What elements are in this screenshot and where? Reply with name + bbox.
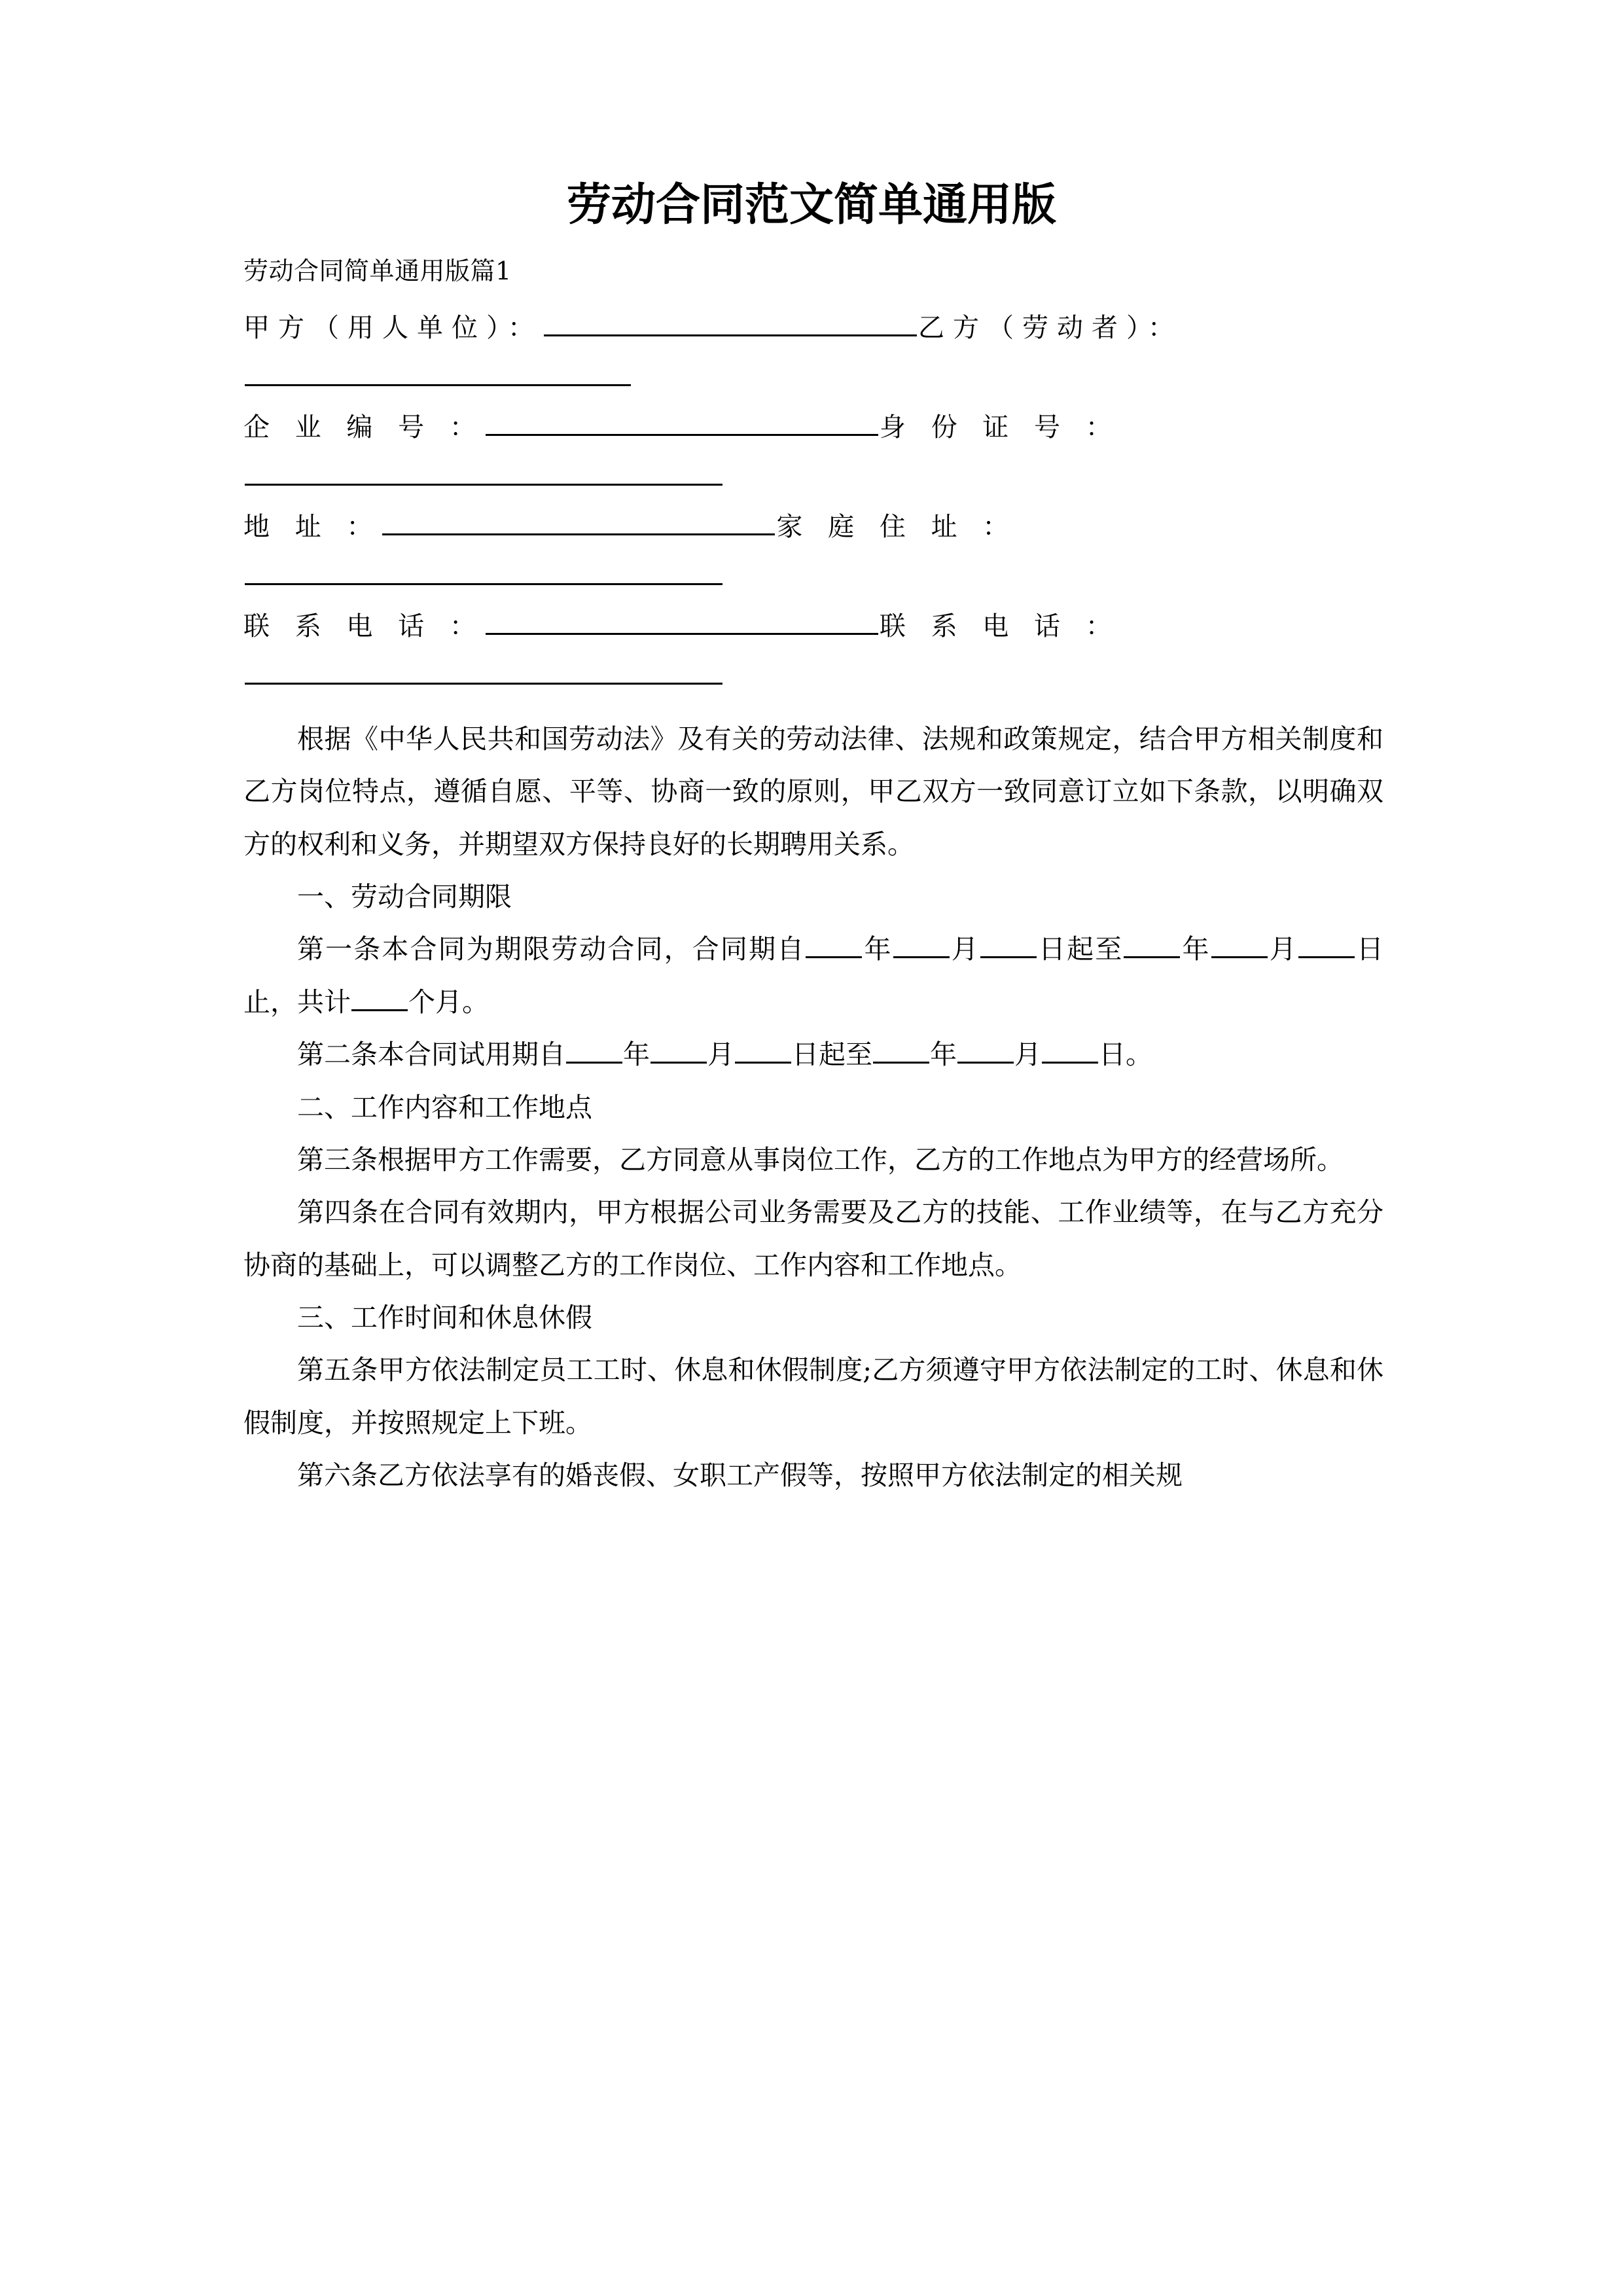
label-employee-phone: 联 系 电 话 ：: [879, 611, 1120, 641]
blank-start-year[interactable]: [806, 930, 862, 958]
document-subtitle: 劳动合同简单通用版篇1: [243, 257, 512, 285]
label-home-address: 家 庭 住 址 ：: [776, 512, 1018, 542]
heading-section-2: 二、工作内容和工作地点: [297, 1091, 592, 1123]
blank-end-month[interactable]: [1211, 930, 1268, 958]
form-row-enterprise-number: [243, 403, 1383, 502]
clause-1-text-e: 年: [1181, 933, 1211, 965]
paragraph-clause-5: 第五条甲方依法制定员工工时、休息和休假制度;乙方须遵守甲方依法制定的工时、休息和休假制度，并按照规定上下班。: [243, 1354, 1383, 1439]
blank-party-b-name[interactable]: [245, 355, 631, 386]
clause-2-text-d: 日起至: [792, 1039, 872, 1071]
heading-section-1: 一、劳动合同期限: [297, 881, 512, 913]
party-info-form: [243, 303, 1383, 701]
label-party-b: 乙方（劳动者）：: [918, 313, 1183, 343]
blank-end-day[interactable]: [1298, 930, 1355, 958]
paragraph-clause-4: 第四条在合同有效期内，甲方根据公司业务需要及乙方的技能、工作业绩等，在与乙方充分协商的基础上，可以调整乙方的工作岗位、工作内容和工作地点。: [243, 1196, 1383, 1281]
paragraph-clause-3: 第三条根据甲方工作需要，乙方同意从事岗位工作，乙方的工作地点为甲方的经营场所。: [297, 1143, 1344, 1175]
document-title: 劳动合同范文简单通用版: [566, 179, 1056, 231]
blank-party-a-name[interactable]: [544, 306, 917, 336]
clause-2-text-f: 月: [1014, 1039, 1041, 1071]
paragraph-clause-1: [243, 923, 1383, 1028]
blank-company-phone[interactable]: [486, 604, 878, 635]
clause-1-text-c: 月: [950, 933, 980, 965]
blank-home-address[interactable]: [245, 554, 722, 585]
form-row-phone: [243, 601, 1383, 701]
label-company-address: 地 址 ：: [243, 512, 382, 542]
paragraph-intro: 根据《中华人民共和国劳动法》及有关的劳动法律、法规和政策规定，结合甲方相关制度和乙方岗位特点，遵循自愿、平等、协商一致的原则，甲乙双方一致同意订立如下条款，以明确双方的权利和义务，并期望双方保持良好的长期聘用关系。: [243, 723, 1383, 860]
clause-1-text-b: 年: [863, 933, 893, 965]
clause-2-text-a: 第二条本合同试用期自: [297, 1039, 565, 1071]
document-body: [243, 259, 1383, 1501]
blank-probation-start-year[interactable]: [566, 1035, 622, 1064]
blank-enterprise-number[interactable]: [486, 405, 878, 436]
label-company-phone: 联 系 电 话 ：: [243, 611, 484, 641]
label-party-a: 甲方（用人单位）：: [243, 313, 543, 343]
blank-probation-start-month[interactable]: [651, 1035, 707, 1064]
label-id-number: 身 份 证 号 ：: [879, 412, 1120, 442]
blank-id-number[interactable]: [245, 455, 722, 486]
blank-employee-phone[interactable]: [245, 654, 722, 685]
clause-1-text-f: 月: [1268, 933, 1298, 965]
blank-total-months[interactable]: [351, 983, 408, 1011]
label-enterprise-number: 企 业 编 号 ：: [243, 412, 484, 442]
clause-1-text-g: 日止，共计: [243, 933, 1384, 1018]
blank-probation-end-day[interactable]: [1042, 1035, 1098, 1064]
clause-2-text-b: 年: [623, 1039, 650, 1071]
clause-1-text-h: 个月。: [408, 986, 489, 1018]
blank-end-year[interactable]: [1124, 930, 1180, 958]
blank-start-month[interactable]: [893, 930, 950, 958]
blank-company-address[interactable]: [382, 505, 775, 535]
paragraph-clause-6: 第六条乙方依法享有的婚丧假、女职工产假等，按照甲方依法制定的相关规: [297, 1460, 1183, 1492]
blank-probation-end-year[interactable]: [873, 1035, 929, 1064]
heading-section-3: 三、工作时间和休息休假: [297, 1301, 592, 1333]
clause-2-text-c: 月: [707, 1039, 734, 1071]
clause-2-text-e: 年: [930, 1039, 957, 1071]
form-row-party-a: [243, 303, 1383, 403]
paragraph-clause-2: [243, 1028, 1383, 1081]
clause-2-text-g: 日。: [1099, 1039, 1152, 1071]
blank-start-day[interactable]: [980, 930, 1037, 958]
blank-probation-end-month[interactable]: [957, 1035, 1014, 1064]
form-row-address: [243, 502, 1383, 601]
clause-1-text-d: 日起至: [1037, 933, 1124, 965]
clause-1-text-a: 第一条本合同为期限劳动合同，合同期自: [297, 933, 806, 965]
blank-probation-start-day[interactable]: [735, 1035, 791, 1064]
